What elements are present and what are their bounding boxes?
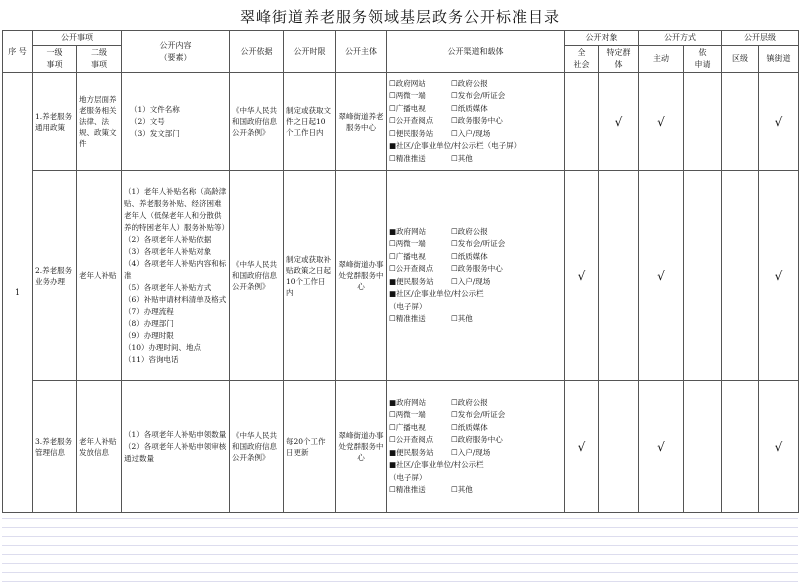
all-society-mark bbox=[565, 73, 599, 171]
channel-option: ☐纸质媒体 bbox=[451, 103, 488, 113]
level2-cell: 老年人补贴发放信息 bbox=[77, 381, 122, 513]
header-street: 镇街道 bbox=[759, 46, 799, 73]
channel-option: ☐入户/现场 bbox=[451, 447, 491, 457]
channel-option: ☐政务服务中心 bbox=[451, 264, 503, 273]
specific-group-mark bbox=[599, 171, 639, 381]
specific-group-mark: √ bbox=[599, 73, 639, 171]
page-title: 翠峰街道养老服务领域基层政务公开标准目录 bbox=[239, 8, 560, 26]
active-mark: √ bbox=[639, 73, 684, 171]
time-cell: 制定或获取补贴政策之日起10个工作日内 bbox=[284, 171, 336, 381]
header-seq: 序 号 bbox=[3, 31, 33, 73]
time-cell: 每20个工作日更新 bbox=[284, 381, 336, 513]
on-request-mark bbox=[684, 171, 722, 381]
content-line: （1）老年人补贴名称（高龄津贴、养老服务补贴、经济困难老年人（低保老年人和分散供养的特困老年人）服务补贴等） bbox=[124, 186, 229, 232]
header-matter: 公开事项 bbox=[33, 31, 122, 46]
spreadsheet-empty-rows bbox=[2, 510, 798, 578]
channel-option: ☐发布会/听证会 bbox=[451, 91, 506, 101]
channel-option: ■便民服务站 bbox=[389, 276, 434, 286]
basis-cell: 《中华人民共和国政府信息公开条例》 bbox=[230, 381, 284, 513]
channel-option: ☐精准推送 bbox=[389, 314, 426, 323]
header-method: 公开方式 bbox=[639, 31, 722, 46]
channel-option: ☐公开查阅点 bbox=[389, 116, 434, 126]
channel-option: ☐两微一端 bbox=[389, 410, 426, 419]
header-active: 主动 bbox=[639, 46, 684, 73]
district-mark bbox=[722, 381, 759, 513]
district-mark bbox=[722, 171, 759, 381]
header-basis: 公开依据 bbox=[230, 31, 284, 73]
specific-group-mark bbox=[599, 381, 639, 513]
channel-option: ■社区/企事业单位/村公示栏 bbox=[389, 289, 484, 298]
level1-cell: 1.养老服务通用政策 bbox=[33, 73, 77, 171]
channel-option: ☐公开查阅点 bbox=[389, 264, 434, 273]
channel-option: ☐其他 bbox=[451, 314, 473, 323]
channel-option: ☐广播电视 bbox=[389, 422, 426, 432]
all-society-mark: √ bbox=[565, 171, 599, 381]
content-cell bbox=[122, 171, 230, 381]
channel-option: ☐政府公报 bbox=[451, 397, 488, 407]
subject-cell: 翠峰街道办事处党群服务中心 bbox=[336, 171, 387, 381]
content-line: （6）补贴申请材料清单及格式 bbox=[124, 294, 227, 304]
channel-option: ☐其他 bbox=[451, 485, 473, 494]
channel-option: ☐纸质媒体 bbox=[451, 251, 488, 261]
channel-option: ☐公开查阅点 bbox=[389, 435, 434, 444]
channel-option: ☐入户/现场 bbox=[451, 276, 491, 286]
content-line: （10）办理时间、地点 bbox=[124, 342, 202, 352]
channel-cell bbox=[387, 73, 565, 171]
channel-option: ■便民服务站 bbox=[389, 447, 434, 457]
header-time: 公开时限 bbox=[284, 31, 336, 73]
content-line: （3）发文部门 bbox=[130, 128, 180, 138]
header-hierarchy: 公开层级 bbox=[722, 31, 799, 46]
catalog-table bbox=[2, 30, 799, 513]
time-cell: 制定或获取文件之日起10个工作日内 bbox=[284, 73, 336, 171]
channel-cell bbox=[387, 171, 565, 381]
content-line: （9）办理时限 bbox=[124, 330, 174, 340]
seq-cell: 1 bbox=[3, 73, 33, 513]
header-level1: 一级 事项 bbox=[33, 46, 77, 73]
channel-option: （电子屏） bbox=[389, 301, 427, 311]
level1-cell: 2.养老服务业务办理 bbox=[33, 171, 77, 381]
channel-option: ☐广播电视 bbox=[389, 251, 426, 261]
street-mark: √ bbox=[759, 171, 799, 381]
channel-option: ☐政府网站 bbox=[389, 78, 426, 88]
header-subject: 公开主体 bbox=[336, 31, 387, 73]
channel-option: ☐发布会/听证会 bbox=[451, 410, 506, 419]
channel-option: ☐其他 bbox=[451, 153, 473, 163]
channel-option: ☐两微一端 bbox=[389, 91, 426, 101]
header-on-request: 依 申请 bbox=[684, 46, 722, 73]
content-line: （1）各项老年人补贴申领数量（2）各项老年人补贴申领审核通过数量 bbox=[124, 429, 227, 463]
district-mark bbox=[722, 73, 759, 171]
channel-option: ■政府网站 bbox=[389, 397, 427, 407]
content-line: （1）文件名称 bbox=[130, 104, 180, 114]
on-request-mark bbox=[684, 73, 722, 171]
header-target: 公开对象 bbox=[565, 31, 639, 46]
table-row bbox=[3, 171, 799, 381]
basis-cell: 《中华人民共和国政府信息公开条例》 bbox=[230, 73, 284, 171]
content-line: （11）咨询电话 bbox=[124, 354, 179, 364]
channel-option: ☐入户/现场 bbox=[451, 128, 491, 138]
level2-cell: 老年人补贴 bbox=[77, 171, 122, 381]
on-request-mark bbox=[684, 381, 722, 513]
level1-cell: 3.养老服务管理信息 bbox=[33, 381, 77, 513]
channel-option: ☐政府服务中心 bbox=[451, 435, 503, 444]
level2-cell: 地方层面养老服务相关法律、法规、政策文件 bbox=[77, 73, 122, 171]
content-line: （2）各项老年人补贴依据 bbox=[124, 234, 212, 244]
active-mark: √ bbox=[639, 381, 684, 513]
header-all-society: 全 社会 bbox=[565, 46, 599, 73]
channel-option: ☐便民服务站 bbox=[389, 128, 434, 138]
street-mark: √ bbox=[759, 381, 799, 513]
channel-option: ☐政务服务中心 bbox=[451, 116, 503, 126]
table-row bbox=[3, 381, 799, 513]
channel-option: ■政府网站 bbox=[389, 226, 427, 236]
basis-cell: 《中华人民共和国政府信息公开条例》 bbox=[230, 171, 284, 381]
content-line: （7）办理流程 bbox=[124, 306, 174, 316]
channel-option: ☐政府公报 bbox=[451, 78, 488, 88]
channel-option: ☐政府公报 bbox=[451, 226, 488, 236]
header-district: 区级 bbox=[722, 46, 759, 73]
content-line: （8）办理部门 bbox=[124, 318, 174, 328]
content-cell bbox=[122, 381, 230, 513]
channel-option: ■社区/企事业单位/村公示栏（电子屏） bbox=[389, 141, 522, 151]
channel-option: ☐发布会/听证会 bbox=[451, 239, 506, 248]
header-specific-group: 特定群 体 bbox=[599, 46, 639, 73]
channel-option: ☐纸质媒体 bbox=[451, 422, 488, 432]
channel-option: ☐两微一端 bbox=[389, 239, 426, 248]
all-society-mark: √ bbox=[565, 381, 599, 513]
content-cell bbox=[122, 73, 230, 171]
content-line: （3）各项老年人补贴对象 bbox=[124, 246, 212, 256]
header-content: 公开内容 （要素） bbox=[122, 31, 230, 73]
subject-cell: 翠峰街道养老服务中心 bbox=[336, 73, 387, 171]
channel-option: ■社区/企事业单位/村公示栏 bbox=[389, 460, 484, 469]
channel-option: ☐精准推送 bbox=[389, 485, 426, 494]
subject-cell: 翠峰街道办事处党群服务中心 bbox=[336, 381, 387, 513]
content-line: （5）各项老年人补贴方式 bbox=[124, 282, 212, 292]
content-line: （2）文号 bbox=[130, 116, 165, 126]
header-level2: 二级 事项 bbox=[77, 46, 122, 73]
channel-option: ☐广播电视 bbox=[389, 103, 426, 113]
table-row bbox=[3, 73, 799, 171]
header-channel: 公开渠道和载体 bbox=[387, 31, 565, 73]
active-mark: √ bbox=[639, 171, 684, 381]
street-mark: √ bbox=[759, 73, 799, 171]
channel-option: ☐精准推送 bbox=[389, 153, 426, 163]
channel-option: （电子屏） bbox=[389, 472, 427, 482]
channel-cell bbox=[387, 381, 565, 513]
content-line: （4）各项老年人补贴内容和标准 bbox=[124, 258, 227, 280]
